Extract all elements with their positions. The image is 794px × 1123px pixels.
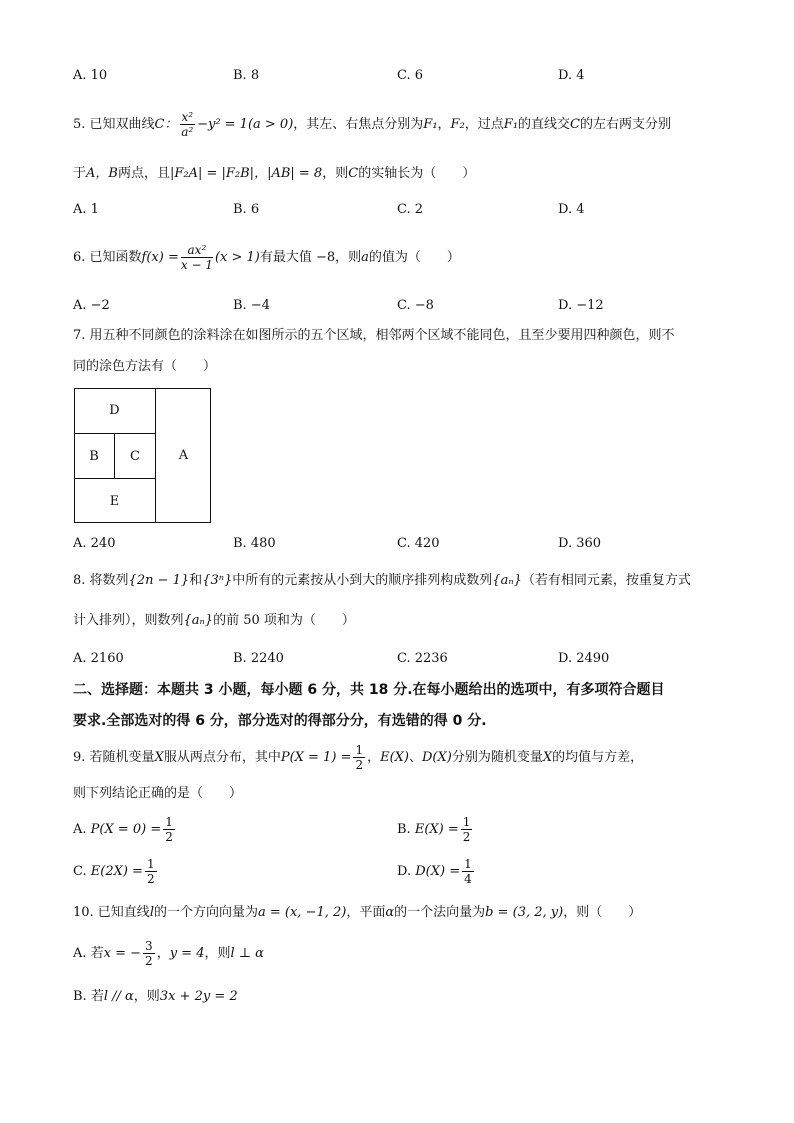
q6-option-a: A. −2 bbox=[73, 298, 110, 313]
q8-option-b: B. 2240 bbox=[233, 651, 284, 666]
q5-option-d: D. 4 bbox=[558, 202, 585, 217]
region-e: E bbox=[74, 479, 156, 523]
q8-option-d: D. 2490 bbox=[558, 651, 610, 666]
q6-fraction: $\frac{\text{ax²}}{x - 1}$ bbox=[180, 243, 213, 272]
region-a: A bbox=[178, 448, 189, 463]
region-b: B bbox=[74, 434, 115, 479]
q6-option-b: B. −4 bbox=[233, 298, 270, 313]
q10-stem: 10. 已知直线l的一个方向向量为a = (x, −1, 2)，平面α的一个法向量为b = (3, 2, y)，则（ ） bbox=[73, 905, 642, 920]
q9-stem-line1: 9. 若随机变量X服从两点分布，其中P(X = 1) = $\frac{1}{2}$ ，E(X)、D(X)分别为随机变量X的均值与方差， bbox=[73, 743, 644, 772]
q9-option-d: D. D(X) = $\frac{1}{4}$ bbox=[397, 857, 472, 886]
q8-stem-line2: 计入排列），则数列{aₙ}的前 50 项和为（ ） bbox=[73, 613, 355, 628]
q9-stem-line2: 则下列结论正确的是（ ） bbox=[73, 786, 243, 801]
q9-fraction: $\frac{1}{2}$ bbox=[355, 743, 364, 772]
q9-option-b: B. E(X) = $\frac{1}{2}$ bbox=[397, 815, 471, 844]
q7-region-diagram bbox=[74, 388, 211, 523]
q7-option-d: D. 360 bbox=[558, 536, 602, 551]
q4-option-d: D. 4 bbox=[558, 68, 585, 83]
region-c: C bbox=[115, 434, 156, 479]
q10-option-a: A. 若x = − $\frac{3}{2}$ ，y = 4，则l ⊥ α bbox=[73, 939, 264, 968]
q6-option-d: D. −12 bbox=[558, 298, 604, 313]
q5-stem-line1: 5. 已知双曲线C： $\frac{\text{x²}}{\text{a²}}$ −y² = 1(a > 0)，其左、右焦点分别为F₁，F₂，过点F₁的直线交C的左右两支分别 bbox=[73, 110, 672, 139]
q8-option-a: A. 2160 bbox=[73, 651, 124, 666]
region-d: D bbox=[74, 388, 156, 434]
q5-option-a: A. 1 bbox=[73, 202, 99, 217]
q10-option-b: B. 若l // α，则3x + 2y = 2 bbox=[73, 989, 238, 1004]
q5-stem-line2: 于A，B两点，且|F₂A| = |F₂B|，|AB| = 8，则C的实轴长为（ ） bbox=[73, 166, 476, 181]
q4-option-a: A. 10 bbox=[73, 68, 108, 83]
q5-fraction: $\frac{\text{x²}}{\text{a²}}$ bbox=[181, 110, 194, 139]
q7-option-c: C. 420 bbox=[397, 536, 440, 551]
q9-option-a: A. P(X = 0) = $\frac{1}{2}$ bbox=[73, 815, 173, 844]
section2-heading-line1: 二、选择题：本题共 3 小题，每小题 6 分，共 18 分.在每小题给出的选项中，有多项符合题目 bbox=[73, 682, 665, 698]
q9-option-c: C. E(2X) = $\frac{1}{2}$ bbox=[73, 857, 155, 886]
q8-stem-line1: 8. 将数列{2n − 1}和{3ⁿ}中所有的元素按从小到大的顺序排列构成数列{aₙ}（若有相同元素，按重复方式 bbox=[73, 573, 691, 588]
q5-option-b: B. 6 bbox=[233, 202, 260, 217]
q7-stem-line1: 7. 用五种不同颜色的涂料涂在如图所示的五个区域，相邻两个区域不能同色，且至少要用四种颜色，则不 bbox=[73, 328, 675, 343]
q6-option-c: C. −8 bbox=[397, 298, 434, 313]
q7-stem-line2: 同的涂色方法有（ ） bbox=[73, 359, 217, 374]
q5-option-c: C. 2 bbox=[397, 202, 424, 217]
q4-option-b: B. 8 bbox=[233, 68, 260, 83]
q7-option-a: A. 240 bbox=[73, 536, 116, 551]
q6-stem: 6. 已知函数f(x) = $\frac{\text{ax²}}{x - 1}$ (x > 1)有最大值 −8，则a的值为（ ） bbox=[73, 243, 460, 272]
q7-option-b: B. 480 bbox=[233, 536, 276, 551]
q8-option-c: C. 2236 bbox=[397, 651, 448, 666]
section2-heading-line2: 要求.全部选对的得 6 分，部分选对的得部分分，有选错的得 0 分. bbox=[73, 713, 487, 729]
q4-option-c: C. 6 bbox=[397, 68, 424, 83]
